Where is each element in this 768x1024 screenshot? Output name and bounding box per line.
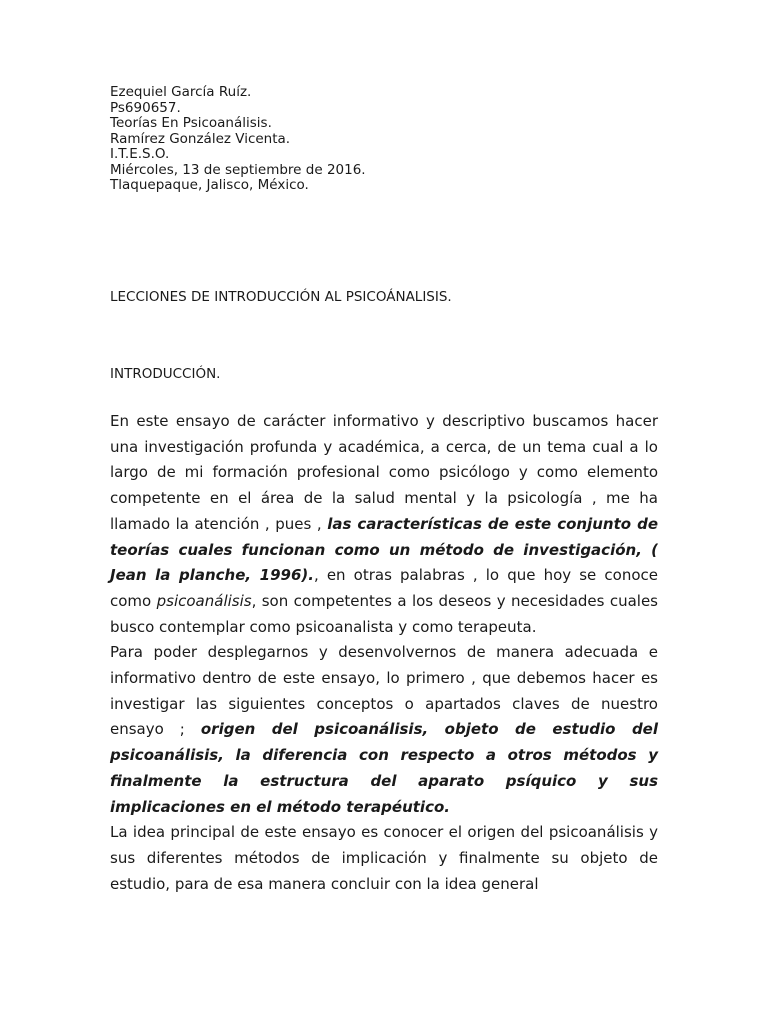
paragraph-1-italic: psicoanálisis — [156, 591, 252, 610]
paragraph-3-text-a: La idea principal de este ensayo es conocer el origen del psicoanálisis y sus diferentes métodos de implicación y finalmente su objeto de estudio, para de esa manera concluir con la idea general — [110, 823, 658, 893]
institution-name: I.T.E.S.O. — [110, 146, 170, 162]
paragraph-1-text-b: , en otras palabras , lo que hoy se conoce como — [110, 566, 658, 610]
section-heading: INTRODUCCIÓN. — [110, 366, 221, 382]
author-name: Ezequiel García Ruíz. — [110, 84, 252, 100]
teacher-name: Ramírez González Vicenta. — [110, 130, 291, 147]
paragraph-1-emphasis: las características de este conjunto de teorías cuales funcionan como un método de investigación, ( Jean la planche, 1996). — [110, 514, 658, 585]
paragraph-2-emphasis: origen del psicoanálisis, objeto de estudio del psicoanálisis, la diferencia con respecto a otros métodos y finalmente la estructura del aparato psíquico y sus implicaciones en el método terapéutico. — [110, 720, 658, 816]
paragraph-1-text-c: , son competentes a los deseos y necesidades cuales busco contemplar como psicoanalista y como terapeuta. — [110, 591, 659, 636]
body-text — [110, 409, 658, 897]
document-title: LECCIONES DE INTRODUCCIÓN AL PSICOÁNALISIS. — [110, 289, 452, 305]
document-header — [110, 85, 658, 194]
document-date: Miércoles, 13 de septiembre de 2016. — [110, 161, 366, 178]
student-id: Ps690657. — [110, 99, 181, 116]
document-place: Tlaquepaque, Jalisco, México. — [110, 177, 309, 193]
course-name: Teorías En Psicoanálisis. — [110, 115, 272, 131]
paragraph-2 — [110, 640, 658, 820]
paragraph-2-text-a: Para poder desplegarnos y desenvolvernos de manera adecuada e informativo dentro de este ensayo, lo primero , que debemos hacer es investigar las siguientes conceptos o apartados claves de nuestro ensayo ; — [110, 643, 658, 739]
paragraph-1 — [110, 409, 658, 640]
paragraph-1-text-a: En este ensayo de carácter informativo y descriptivo buscamos hacer una investigación profunda y académica, a cerca, de un tema cual a lo largo de mi formación profesional como psicólogo y como elemento competente en el área de la salud mental y la psicología , me ha llamado la atención , pues , — [110, 412, 658, 533]
paragraph-3 — [110, 820, 658, 897]
